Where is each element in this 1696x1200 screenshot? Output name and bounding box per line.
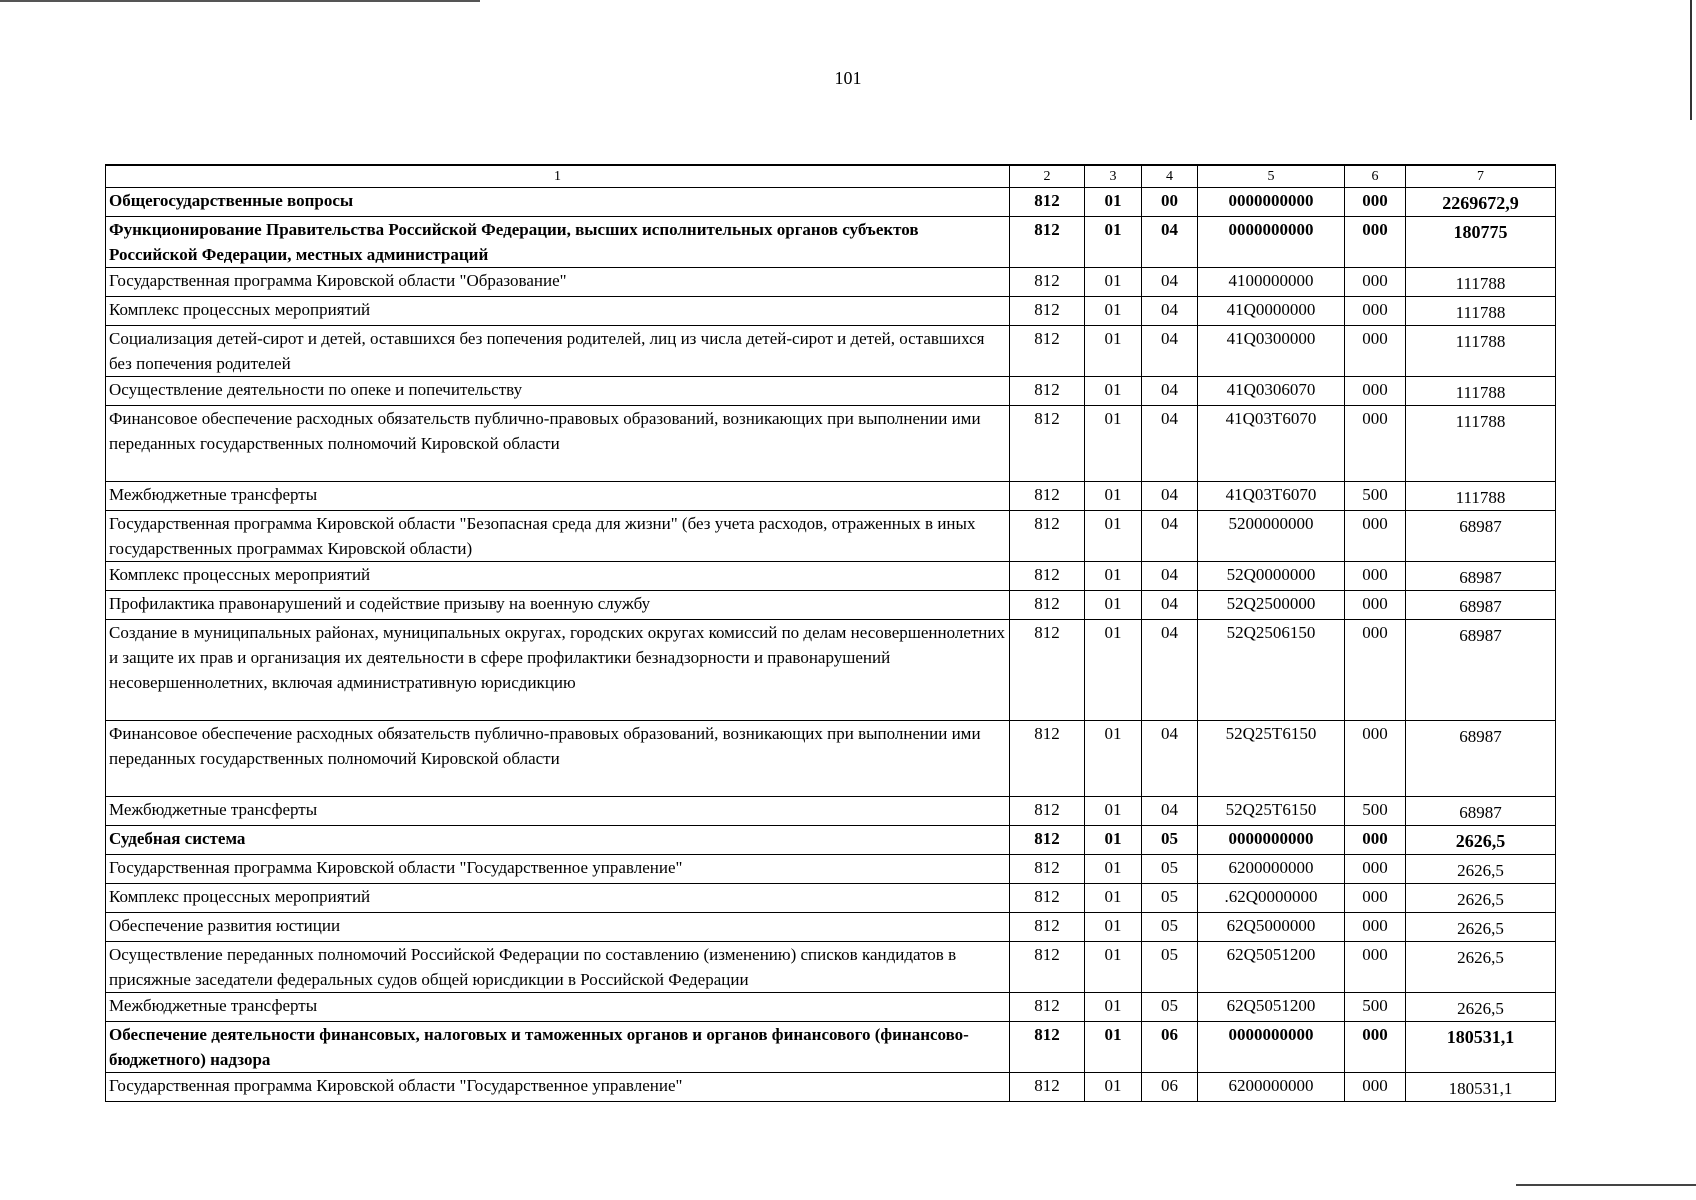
row-code5-cell: 6200000000 [1198,1073,1345,1102]
table-row [106,188,1556,217]
table-row [106,855,1556,884]
row-code3-cell: 01 [1085,826,1142,855]
row-code6-cell: 000 [1345,591,1406,620]
row-name-cell: Государственная программа Кировской области "Образование" [106,268,1010,297]
row-code2-cell: 812 [1010,1073,1085,1102]
row-code3-cell: 01 [1085,884,1142,913]
row-code5-cell: 41Q0306070 [1198,377,1345,406]
row-name-cell: Профилактика правонарушений и содействие призыву на военную службу [106,591,1010,620]
row-amount-cell: 111788 [1406,377,1556,406]
row-code3-cell: 01 [1085,326,1142,377]
row-code2-cell: 812 [1010,326,1085,377]
table-row [106,297,1556,326]
row-code4-cell: 05 [1142,993,1198,1022]
row-code2-cell: 812 [1010,297,1085,326]
row-name-cell: Осуществление деятельности по опеке и попечительству [106,377,1010,406]
row-code3-cell: 01 [1085,591,1142,620]
row-code6-cell: 000 [1345,377,1406,406]
row-code4-cell: 04 [1142,620,1198,721]
table-row [106,1073,1556,1102]
header-cell: 5 [1198,165,1345,188]
row-code2-cell: 812 [1010,591,1085,620]
row-code4-cell: 04 [1142,511,1198,562]
row-amount-cell: 111788 [1406,326,1556,377]
row-amount-cell: 68987 [1406,797,1556,826]
row-amount-cell: 68987 [1406,591,1556,620]
row-name-cell: Комплекс процессных мероприятий [106,297,1010,326]
row-code4-cell: 04 [1142,297,1198,326]
row-code5-cell: 41Q0300000 [1198,326,1345,377]
row-code5-cell: 41Q0000000 [1198,297,1345,326]
row-code2-cell: 812 [1010,884,1085,913]
row-code5-cell: 6200000000 [1198,855,1345,884]
row-code6-cell: 000 [1345,406,1406,482]
row-name-cell: Комплекс процессных мероприятий [106,562,1010,591]
row-code3-cell: 01 [1085,721,1142,797]
row-code3-cell: 01 [1085,1022,1142,1073]
header-cell: 1 [106,165,1010,188]
header-cell: 3 [1085,165,1142,188]
table-row [106,406,1556,482]
row-code4-cell: 04 [1142,591,1198,620]
row-code2-cell: 812 [1010,188,1085,217]
row-code6-cell: 000 [1345,562,1406,591]
row-code4-cell: 04 [1142,217,1198,268]
row-name-cell: Межбюджетные трансферты [106,482,1010,511]
row-name-cell: Государственная программа Кировской области "Государственное управление" [106,855,1010,884]
row-code5-cell: 4100000000 [1198,268,1345,297]
row-code4-cell: 04 [1142,562,1198,591]
row-name-cell: Социализация детей-сирот и детей, оставшихся без попечения родителей, лиц из числа детей-сирот и детей, оставшихся без попечения родителей [106,326,1010,377]
row-amount-cell: 2269672,9 [1406,188,1556,217]
row-code2-cell: 812 [1010,268,1085,297]
row-code3-cell: 01 [1085,1073,1142,1102]
row-name-cell: Обеспечение развития юстиции [106,913,1010,942]
row-code3-cell: 01 [1085,406,1142,482]
row-code6-cell: 000 [1345,826,1406,855]
row-code4-cell: 05 [1142,884,1198,913]
row-code5-cell: 0000000000 [1198,188,1345,217]
row-code2-cell: 812 [1010,482,1085,511]
row-amount-cell: 111788 [1406,297,1556,326]
table-row [106,217,1556,268]
row-code4-cell: 05 [1142,913,1198,942]
row-code5-cell: 5200000000 [1198,511,1345,562]
row-code4-cell: 05 [1142,942,1198,993]
budget-table [105,164,1556,1102]
row-code2-cell: 812 [1010,217,1085,268]
row-code5-cell: 0000000000 [1198,826,1345,855]
row-amount-cell: 180531,1 [1406,1022,1556,1073]
row-code2-cell: 812 [1010,620,1085,721]
scan-edge-top [0,0,480,2]
row-code6-cell: 000 [1345,268,1406,297]
row-code5-cell: 52Q2500000 [1198,591,1345,620]
row-code3-cell: 01 [1085,297,1142,326]
row-amount-cell: 111788 [1406,268,1556,297]
table-row [106,620,1556,721]
row-code5-cell: .62Q0000000 [1198,884,1345,913]
row-code3-cell: 01 [1085,268,1142,297]
row-code4-cell: 04 [1142,797,1198,826]
row-code3-cell: 01 [1085,377,1142,406]
row-code3-cell: 01 [1085,620,1142,721]
row-amount-cell: 180531,1 [1406,1073,1556,1102]
row-code6-cell: 000 [1345,188,1406,217]
row-code6-cell: 500 [1345,993,1406,1022]
row-code4-cell: 04 [1142,406,1198,482]
row-amount-cell: 68987 [1406,511,1556,562]
row-code3-cell: 01 [1085,482,1142,511]
row-code3-cell: 01 [1085,188,1142,217]
row-code6-cell: 000 [1345,217,1406,268]
table-row [106,591,1556,620]
row-code2-cell: 812 [1010,993,1085,1022]
row-code2-cell: 812 [1010,406,1085,482]
row-code4-cell: 04 [1142,326,1198,377]
row-amount-cell: 2626,5 [1406,913,1556,942]
table-row [106,482,1556,511]
row-code4-cell: 06 [1142,1022,1198,1073]
row-code3-cell: 01 [1085,562,1142,591]
table-row [106,993,1556,1022]
row-code3-cell: 01 [1085,511,1142,562]
row-amount-cell: 68987 [1406,562,1556,591]
row-code4-cell: 00 [1142,188,1198,217]
row-name-cell: Государственная программа Кировской области "Безопасная среда для жизни" (без учета расходов, отраженных в иных государственных программах Кировской области) [106,511,1010,562]
row-code5-cell: 52Q25T6150 [1198,797,1345,826]
row-code2-cell: 812 [1010,942,1085,993]
row-code5-cell: 62Q5000000 [1198,913,1345,942]
header-cell: 6 [1345,165,1406,188]
row-code6-cell: 000 [1345,620,1406,721]
table-row [106,377,1556,406]
row-amount-cell: 2626,5 [1406,993,1556,1022]
row-code5-cell: 41Q03T6070 [1198,406,1345,482]
row-code3-cell: 01 [1085,217,1142,268]
table-row [106,562,1556,591]
row-name-cell: Осуществление переданных полномочий Российской Федерации по составлению (изменению) списков кандидатов в присяжные заседатели федеральных судов общей юрисдикции в Российской Федерации [106,942,1010,993]
table-row [106,721,1556,797]
row-code3-cell: 01 [1085,797,1142,826]
table-row [106,1022,1556,1073]
row-code5-cell: 52Q0000000 [1198,562,1345,591]
row-code6-cell: 500 [1345,797,1406,826]
row-code6-cell: 000 [1345,721,1406,797]
row-code4-cell: 05 [1142,855,1198,884]
row-code3-cell: 01 [1085,855,1142,884]
row-code4-cell: 04 [1142,377,1198,406]
row-amount-cell: 111788 [1406,482,1556,511]
row-name-cell: Судебная система [106,826,1010,855]
row-name-cell: Общегосударственные вопросы [106,188,1010,217]
row-amount-cell: 2626,5 [1406,884,1556,913]
row-code4-cell: 06 [1142,1073,1198,1102]
header-cell: 2 [1010,165,1085,188]
row-name-cell: Финансовое обеспечение расходных обязательств публично-правовых образований, возникающих при выполнении ими переданных государственных полномочий Кировской области [106,721,1010,797]
row-code5-cell: 41Q03T6070 [1198,482,1345,511]
row-code5-cell: 52Q2506150 [1198,620,1345,721]
row-code5-cell: 62Q5051200 [1198,942,1345,993]
row-amount-cell: 68987 [1406,721,1556,797]
row-name-cell: Финансовое обеспечение расходных обязательств публично-правовых образований, возникающих при выполнении ими переданных государственных полномочий Кировской области [106,406,1010,482]
row-name-cell: Функционирование Правительства Российской Федерации, высших исполнительных органов субъектов Российской Федерации, местных администраций [106,217,1010,268]
scan-edge-right [1690,0,1692,120]
row-amount-cell: 2626,5 [1406,942,1556,993]
row-name-cell: Межбюджетные трансферты [106,797,1010,826]
row-code4-cell: 04 [1142,482,1198,511]
row-code6-cell: 500 [1345,482,1406,511]
row-code3-cell: 01 [1085,913,1142,942]
row-amount-cell: 68987 [1406,620,1556,721]
table-row [106,826,1556,855]
row-code4-cell: 04 [1142,721,1198,797]
row-code5-cell: 0000000000 [1198,1022,1345,1073]
row-code5-cell: 62Q5051200 [1198,993,1345,1022]
table-row [106,326,1556,377]
scan-edge-bottom [1516,1184,1696,1186]
row-code2-cell: 812 [1010,377,1085,406]
row-code5-cell: 52Q25T6150 [1198,721,1345,797]
row-code2-cell: 812 [1010,721,1085,797]
row-code6-cell: 000 [1345,855,1406,884]
row-code6-cell: 000 [1345,1073,1406,1102]
row-code2-cell: 812 [1010,562,1085,591]
row-code6-cell: 000 [1345,913,1406,942]
row-amount-cell: 2626,5 [1406,855,1556,884]
table-header-row [106,165,1556,188]
table-row [106,913,1556,942]
row-code3-cell: 01 [1085,993,1142,1022]
row-amount-cell: 111788 [1406,406,1556,482]
row-code6-cell: 000 [1345,942,1406,993]
row-code5-cell: 0000000000 [1198,217,1345,268]
row-code4-cell: 05 [1142,826,1198,855]
header-cell: 4 [1142,165,1198,188]
row-code3-cell: 01 [1085,942,1142,993]
table-row [106,268,1556,297]
header-cell: 7 [1406,165,1556,188]
row-code4-cell: 04 [1142,268,1198,297]
table-row [106,884,1556,913]
row-code2-cell: 812 [1010,797,1085,826]
row-name-cell: Комплекс процессных мероприятий [106,884,1010,913]
table-row [106,797,1556,826]
row-code6-cell: 000 [1345,884,1406,913]
row-name-cell: Создание в муниципальных районах, муниципальных округах, городских округах комиссий по делам несовершеннолетних и защите их прав и организация их деятельности в сфере профилактики безнадзорности и правонарушений несовершеннолетних, включая административную юрисдикцию [106,620,1010,721]
table-row [106,942,1556,993]
row-code2-cell: 812 [1010,1022,1085,1073]
row-amount-cell: 180775 [1406,217,1556,268]
row-name-cell: Обеспечение деятельности финансовых, налоговых и таможенных органов и органов финансового (финансово-бюджетного) надзора [106,1022,1010,1073]
row-code2-cell: 812 [1010,913,1085,942]
row-code2-cell: 812 [1010,511,1085,562]
row-code6-cell: 000 [1345,511,1406,562]
row-code6-cell: 000 [1345,326,1406,377]
row-code6-cell: 000 [1345,1022,1406,1073]
page-number: 101 [834,68,862,88]
row-code2-cell: 812 [1010,826,1085,855]
row-code6-cell: 000 [1345,297,1406,326]
row-amount-cell: 2626,5 [1406,826,1556,855]
row-name-cell: Государственная программа Кировской области "Государственное управление" [106,1073,1010,1102]
row-code2-cell: 812 [1010,855,1085,884]
row-name-cell: Межбюджетные трансферты [106,993,1010,1022]
table-row [106,511,1556,562]
